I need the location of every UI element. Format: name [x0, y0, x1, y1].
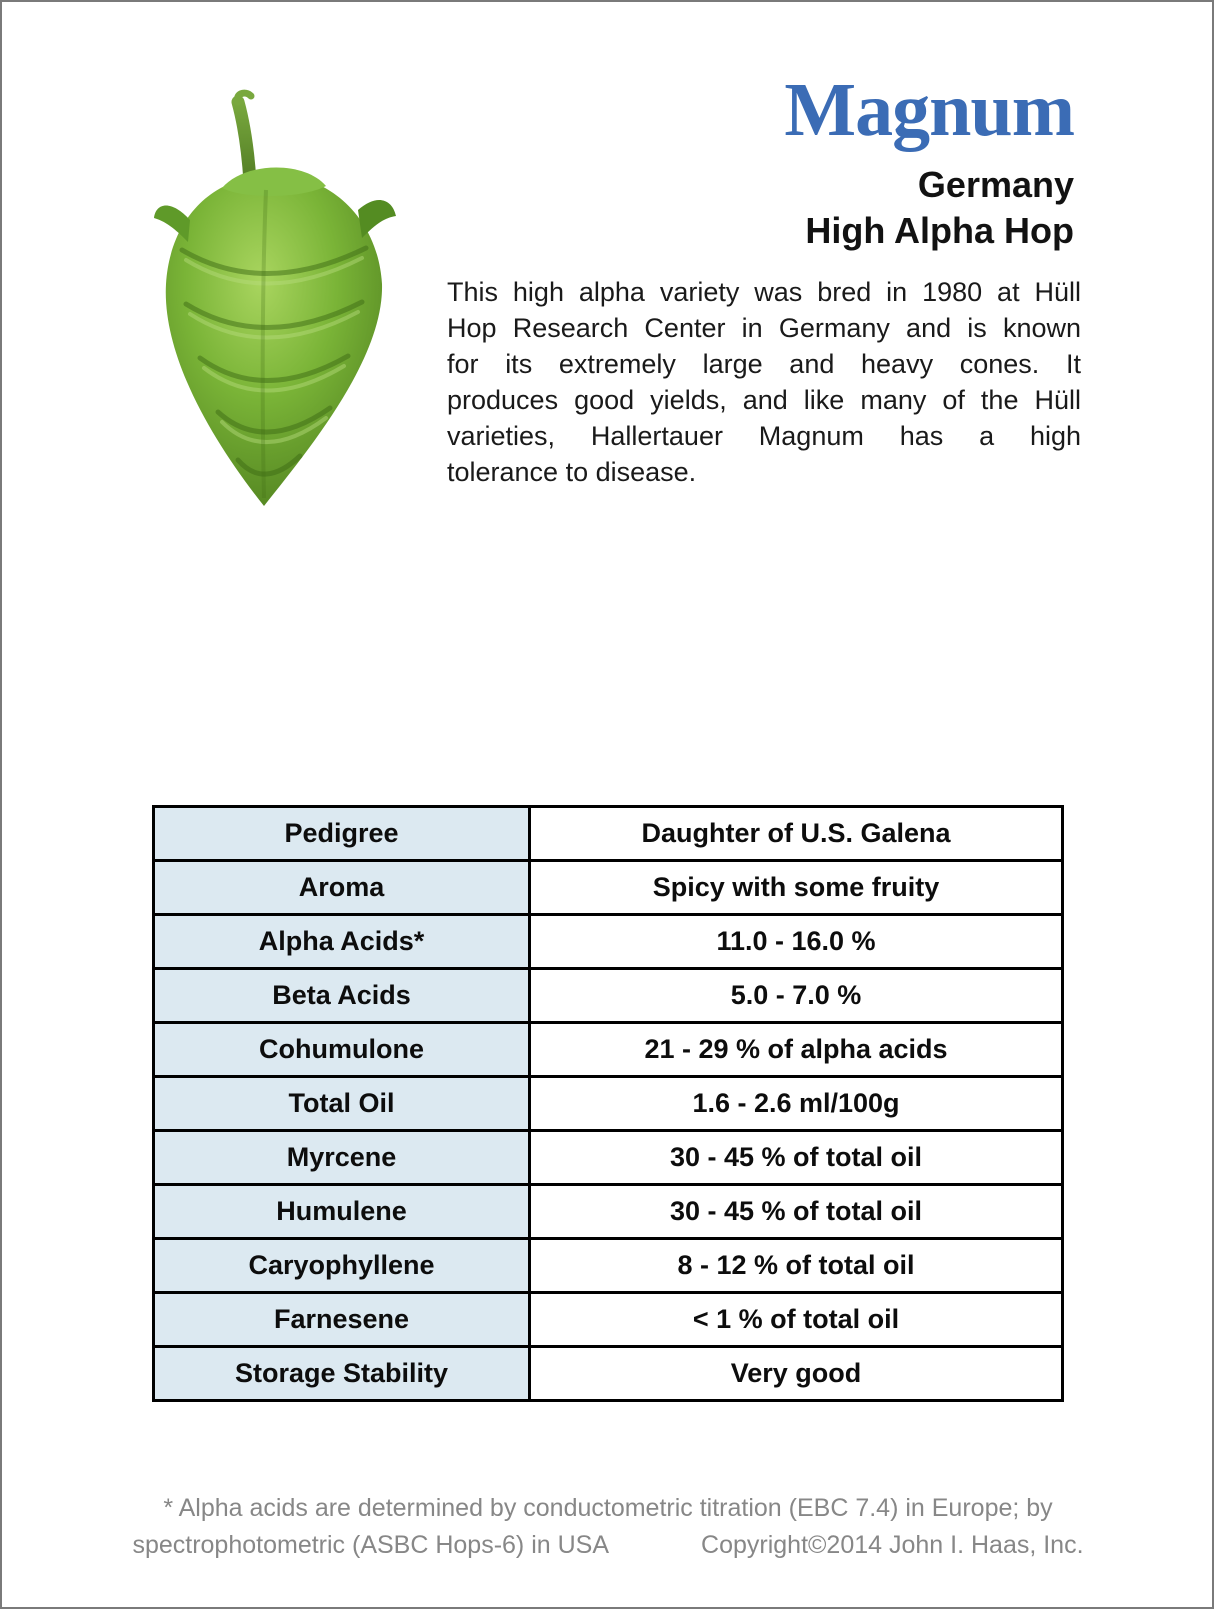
copyright-text: Copyright©2014 John I. Haas, Inc.	[701, 1531, 1084, 1559]
hop-type-label: High Alpha Hop	[805, 210, 1074, 251]
country-label: Germany	[917, 164, 1074, 205]
hop-cone-image	[152, 88, 398, 512]
spec-label-cell: Humulene	[154, 1185, 530, 1239]
footnote	[132, 1490, 1084, 1564]
hop-stem	[238, 102, 250, 182]
table-row	[154, 1239, 1063, 1293]
hop-bract-right	[358, 200, 396, 238]
description-line: produces good yields, and like many of the Hüll	[447, 385, 1081, 415]
spec-label-cell: Beta Acids	[154, 969, 530, 1023]
spec-label-cell: Cohumulone	[154, 1023, 530, 1077]
footnote-line2	[132, 1527, 1084, 1564]
table-row	[154, 1023, 1063, 1077]
spec-label-cell: Storage Stability	[154, 1347, 530, 1401]
table-row	[154, 1077, 1063, 1131]
table-row	[154, 807, 1063, 861]
spec-value-cell: Spicy with some fruity	[530, 861, 1063, 915]
table-row	[154, 1293, 1063, 1347]
description-line: varieties, Hallertauer Magnum has a high	[447, 421, 1081, 451]
specs-table	[152, 805, 1064, 1402]
page-title: Magnum	[784, 68, 1074, 152]
table-row	[154, 1131, 1063, 1185]
spec-value-cell: Very good	[530, 1347, 1063, 1401]
spec-label-cell: Total Oil	[154, 1077, 530, 1131]
spec-label-cell: Myrcene	[154, 1131, 530, 1185]
description-line: This high alpha variety was bred in 1980 at Hüll	[447, 277, 1081, 307]
hop-bract-left	[154, 206, 190, 243]
description-line: for its extremely large and heavy cones. It	[447, 349, 1081, 379]
spec-label-cell: Alpha Acids*	[154, 915, 530, 969]
footnote-line1: * Alpha acids are determined by conductometric titration (EBC 7.4) in Europe; by	[163, 1494, 1053, 1522]
spec-label-cell: Caryophyllene	[154, 1239, 530, 1293]
table-row	[154, 915, 1063, 969]
spec-value-cell: 11.0 - 16.0 %	[530, 915, 1063, 969]
spec-label-cell: Farnesene	[154, 1293, 530, 1347]
spec-value-cell: 5.0 - 7.0 %	[530, 969, 1063, 1023]
title-block	[784, 68, 1074, 254]
spec-value-cell: 30 - 45 % of total oil	[530, 1185, 1063, 1239]
description-line: tolerance to disease.	[447, 457, 697, 487]
table-row	[154, 1347, 1063, 1401]
specs-table-body	[154, 807, 1063, 1401]
spec-value-cell: 8 - 12 % of total oil	[530, 1239, 1063, 1293]
table-row	[154, 861, 1063, 915]
table-row	[154, 969, 1063, 1023]
table-row	[154, 1185, 1063, 1239]
spec-value-cell: 1.6 - 2.6 ml/100g	[530, 1077, 1063, 1131]
footnote-line2-text: spectrophotometric (ASBC Hops-6) in USA	[132, 1531, 610, 1559]
spec-value-cell: Daughter of U.S. Galena	[530, 807, 1063, 861]
spec-value-cell: < 1 % of total oil	[530, 1293, 1063, 1347]
spec-value-cell: 30 - 45 % of total oil	[530, 1131, 1063, 1185]
description-line: Hop Research Center in Germany and is known	[447, 313, 1081, 343]
hop-cone-body	[166, 175, 382, 506]
description	[447, 274, 1081, 490]
spec-label-cell: Aroma	[154, 861, 530, 915]
spec-value-cell: 21 - 29 % of alpha acids	[530, 1023, 1063, 1077]
spec-label-cell: Pedigree	[154, 807, 530, 861]
